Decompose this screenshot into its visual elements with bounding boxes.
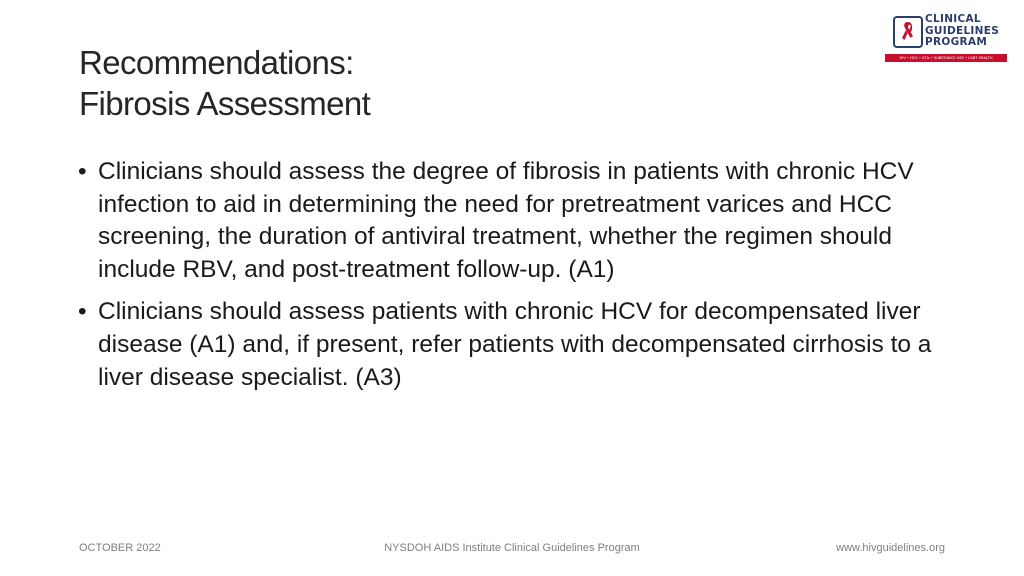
bullet-text: Clinicians should assess patients with chronic HCV for decompensated liver disease (A1) and, if present, refer patients with decompensated cirrhosis to a liver disease specialist. (A3)	[98, 298, 932, 391]
bullet-marker: •	[78, 298, 87, 326]
slide-title-line-1: Recommendations:	[79, 44, 354, 81]
logo-frame	[893, 16, 923, 48]
footer-date: OCTOBER 2022	[79, 542, 161, 554]
red-ribbon-icon	[895, 18, 920, 45]
logo-line-3: PROGRAM	[925, 36, 988, 48]
slide-title-line-2: Fibrosis Assessment	[79, 85, 371, 122]
clinical-guidelines-program-logo	[885, 12, 1007, 64]
logo-line-2: GUIDELINES	[925, 24, 1000, 37]
bullet-list	[78, 156, 958, 404]
logo-wordmark	[925, 14, 999, 49]
bullet-item	[78, 296, 958, 394]
footer-organization: NYSDOH AIDS Institute Clinical Guidelines Program	[384, 542, 640, 554]
logo-line-1: CLINICAL	[925, 13, 981, 25]
footer-url: www.hivguidelines.org	[836, 542, 945, 554]
bullet-item	[78, 156, 958, 286]
bullet-marker: •	[78, 158, 87, 185]
logo-tagline-strip: HIV • HCV • STIs • SUBSTANCE USE • LGBT HEALTH	[885, 54, 1007, 62]
slide-title	[79, 42, 370, 124]
bullet-text: Clinicians should assess the degree of fibrosis in patients with chronic HCV infection to aid in determining the need for pretreatment varices and HCC screening, the duration of antiviral treatment, whether the regimen should include RBV, and post-treatment follow-up. (A1)	[98, 158, 914, 283]
